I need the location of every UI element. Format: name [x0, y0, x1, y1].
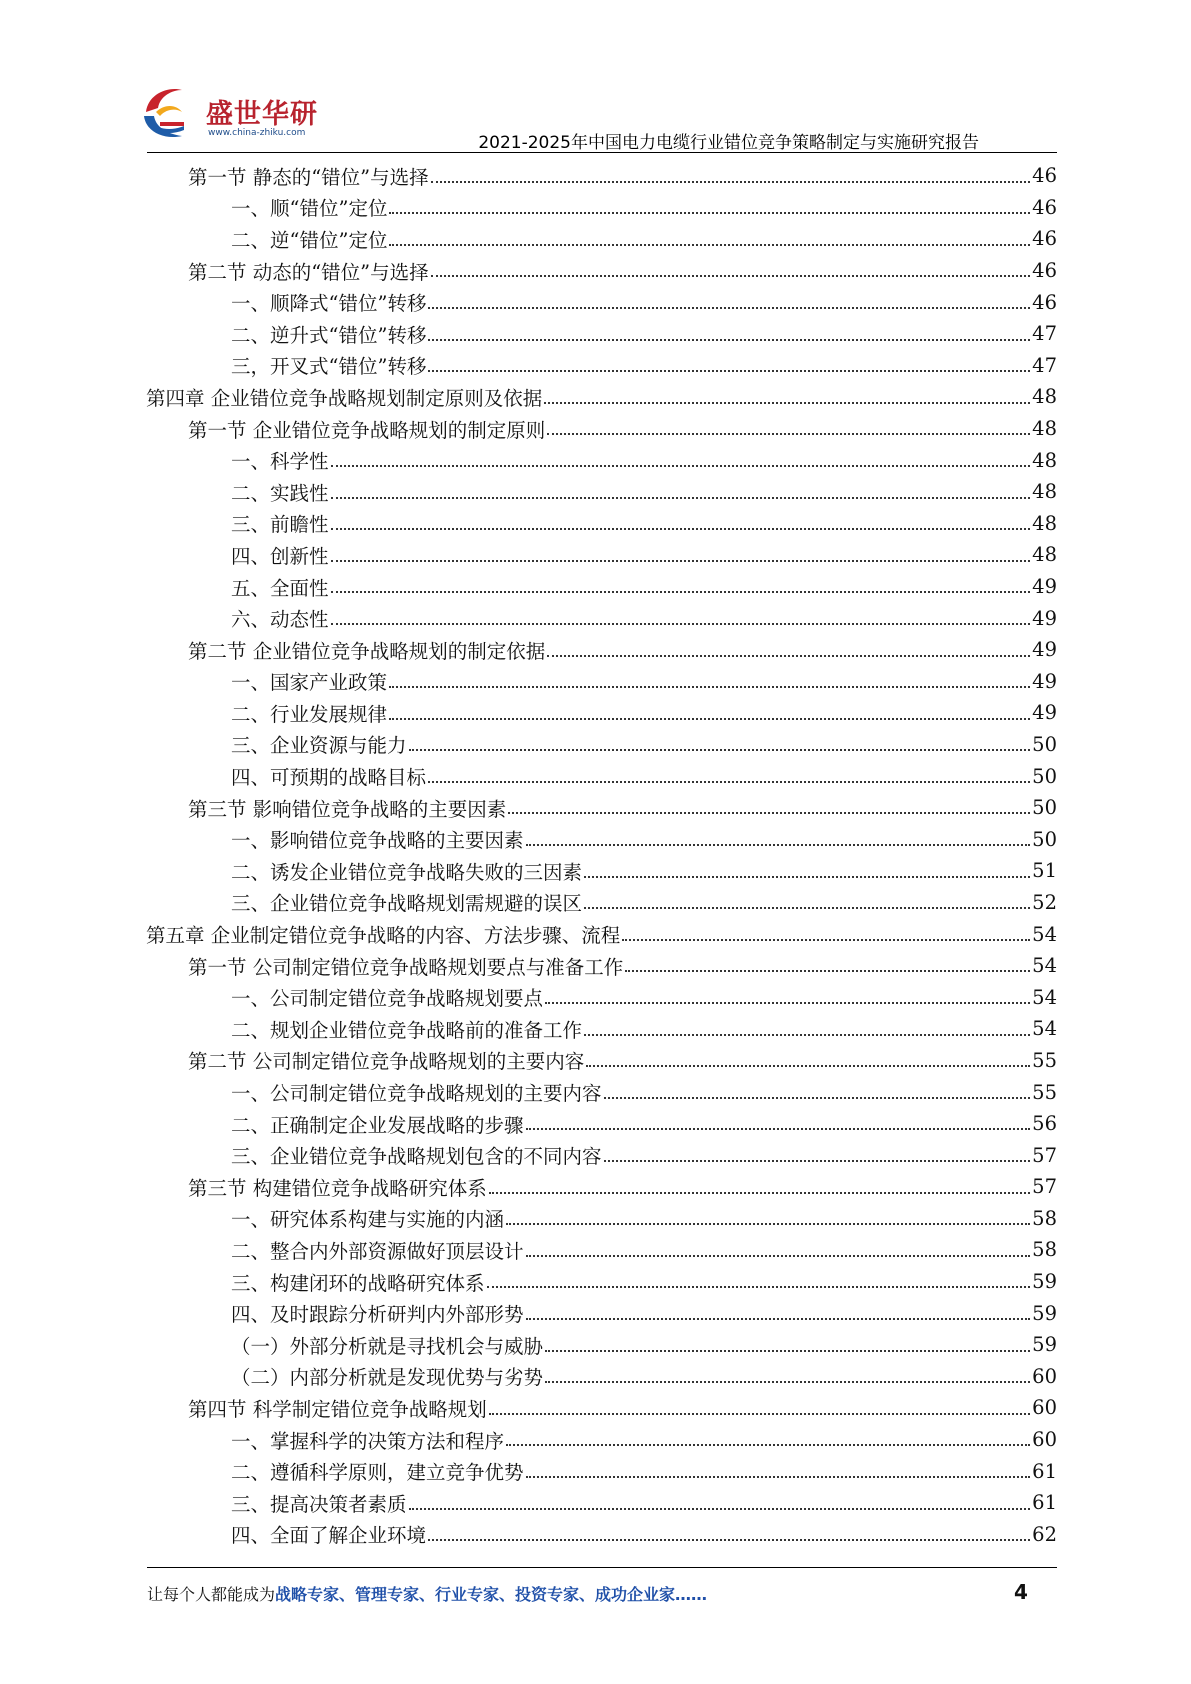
toc-entry[interactable]: [146, 413, 1057, 445]
toc-entry-label: 二、逆“错位”定位: [231, 228, 388, 252]
toc-entry-label: 二、正确制定企业发展战略的步骤: [231, 1113, 524, 1137]
toc-entry[interactable]: [146, 1108, 1057, 1140]
toc-leader-dots: [409, 1507, 1031, 1510]
toc-entry-label: 一、科学性: [231, 450, 329, 474]
toc-leader-dots: [586, 1064, 1030, 1067]
toc-entry-label: 二、实践性: [231, 481, 329, 505]
toc-leader-dots: [604, 1096, 1031, 1099]
toc-leader-dots: [409, 748, 1031, 751]
toc-entry[interactable]: [146, 1013, 1057, 1045]
toc-leader-dots: [604, 1159, 1031, 1162]
toc-leader-dots: [389, 243, 1030, 246]
toc-leader-dots: [331, 464, 1031, 467]
toc-entry-page: 61: [1032, 1491, 1057, 1515]
toc-entry-label: 一、公司制定错位竞争战略规划要点: [231, 987, 544, 1011]
toc-entry-label: 一、国家产业政策: [231, 671, 388, 695]
toc-entry-label: 四、创新性: [231, 544, 329, 568]
toc-entry-label: 第二节 动态的“错位”与选择: [188, 260, 429, 284]
toc-entry[interactable]: [146, 381, 1057, 413]
logo-text: 盛世华研: [206, 99, 318, 130]
toc-entry-page: 51: [1032, 859, 1057, 883]
toc-entry-page: 49: [1032, 575, 1057, 599]
toc-entry-page: 50: [1032, 827, 1057, 851]
toc-entry-page: 48: [1032, 417, 1057, 441]
toc-entry[interactable]: [146, 318, 1057, 350]
logo-url: www.china-zhiku.com: [208, 128, 306, 138]
toc-entry-label: （一）外部分析就是寻找机会与威胁: [231, 1334, 544, 1358]
footer-slogan: [147, 1582, 707, 1605]
toc-entry[interactable]: [146, 192, 1057, 224]
toc-entry-page: 48: [1032, 480, 1057, 504]
footer-highlight-text: 战略专家、管理专家、行业专家、投资专家、成功企业家……: [275, 1585, 708, 1604]
toc-entry-page: 61: [1032, 1459, 1057, 1483]
toc-entry-page: 50: [1032, 796, 1057, 820]
toc-entry[interactable]: [146, 255, 1057, 287]
toc-entry-page: 49: [1032, 669, 1057, 693]
toc-entry-label: 一、掌握科学的决策方法和程序: [231, 1429, 505, 1453]
toc-entry-page: 47: [1032, 353, 1057, 377]
toc-leader-dots: [331, 559, 1031, 562]
toc-entry[interactable]: [146, 508, 1057, 540]
toc-leader-dots: [506, 1443, 1030, 1446]
toc-entry[interactable]: [146, 981, 1057, 1013]
toc-entry-page: 48: [1032, 448, 1057, 472]
toc-entry-label: 六、动态性: [231, 608, 329, 632]
toc-entry[interactable]: [146, 1487, 1057, 1519]
toc-entry-label: 五、全面性: [231, 576, 329, 600]
toc-entry-page: 57: [1032, 1143, 1057, 1167]
toc-leader-dots: [331, 496, 1031, 499]
toc-entry-label: 二、诱发企业错位竞争战略失败的三因素: [231, 860, 583, 884]
toc-entry-label: 四、及时跟踪分析研判内外部形势: [231, 1303, 524, 1327]
toc-entry-page: 60: [1032, 1364, 1057, 1388]
toc-entry-page: 46: [1032, 290, 1057, 314]
toc-entry[interactable]: [146, 1519, 1057, 1551]
toc-entry-label: 第一节 企业错位竞争战略规划的制定原则: [188, 418, 546, 442]
toc-entry-page: 46: [1032, 195, 1057, 219]
toc-entry-page: 55: [1032, 1080, 1057, 1104]
toc-entry-page: 46: [1032, 227, 1057, 251]
footer-divider: [147, 1567, 1057, 1568]
toc-entry-page: 54: [1032, 1017, 1057, 1041]
toc-entry-label: 三、前瞻性: [231, 513, 329, 537]
toc-leader-dots: [545, 1001, 1030, 1004]
table-of-contents: [146, 160, 1057, 1550]
toc-entry-label: （二）内部分析就是发现优势与劣势: [231, 1366, 544, 1390]
toc-leader-dots: [506, 1222, 1030, 1225]
toc-entry[interactable]: [146, 855, 1057, 887]
toc-entry-page: 58: [1032, 1206, 1057, 1230]
toc-leader-dots: [545, 1380, 1030, 1383]
toc-entry[interactable]: [146, 1171, 1057, 1203]
logo-swirl-icon: [138, 82, 204, 144]
toc-entry[interactable]: [146, 1455, 1057, 1487]
toc-leader-dots: [544, 401, 1030, 404]
toc-entry[interactable]: [146, 476, 1057, 508]
toc-entry[interactable]: [146, 1392, 1057, 1424]
toc-leader-dots: [431, 180, 1031, 183]
toc-entry[interactable]: [146, 1139, 1057, 1171]
toc-entry-page: 57: [1032, 1175, 1057, 1199]
toc-entry-page: 60: [1032, 1428, 1057, 1452]
toc-entry-page: 62: [1032, 1522, 1057, 1546]
toc-entry[interactable]: [146, 1266, 1057, 1298]
toc-leader-dots: [526, 1254, 1031, 1257]
toc-leader-dots: [526, 843, 1031, 846]
toc-entry-label: 一、影响错位竞争战略的主要因素: [231, 829, 524, 853]
toc-entry-label: 三、企业资源与能力: [231, 734, 407, 758]
toc-entry-page: 59: [1032, 1270, 1057, 1294]
toc-entry-label: 二、逆升式“错位”转移: [231, 323, 427, 347]
toc-entry[interactable]: [146, 950, 1057, 982]
toc-entry[interactable]: [146, 444, 1057, 476]
toc-entry-label: 一、顺降式“错位”转移: [231, 292, 427, 316]
toc-entry-page: 56: [1032, 1112, 1057, 1136]
toc-entry[interactable]: [146, 1424, 1057, 1456]
toc-entry-label: 三、企业错位竞争战略规划需规避的误区: [231, 892, 583, 916]
toc-entry[interactable]: [146, 729, 1057, 761]
toc-entry-label: 第五章 企业制定错位竞争战略的内容、方法步骤、流程: [146, 924, 621, 948]
toc-entry-page: 54: [1032, 954, 1057, 978]
toc-leader-dots: [389, 685, 1030, 688]
toc-entry-page: 48: [1032, 543, 1057, 567]
toc-leader-dots: [526, 1317, 1031, 1320]
toc-entry-page: 60: [1032, 1396, 1057, 1420]
toc-entry[interactable]: [146, 760, 1057, 792]
toc-entry-page: 50: [1032, 732, 1057, 756]
toc-entry-page: 49: [1032, 606, 1057, 630]
toc-entry[interactable]: [146, 1203, 1057, 1235]
toc-entry[interactable]: [146, 792, 1057, 824]
toc-leader-dots: [331, 622, 1031, 625]
toc-entry-page: 58: [1032, 1238, 1057, 1262]
toc-entry[interactable]: [146, 666, 1057, 698]
toc-entry-label: 第二节 公司制定错位竞争战略规划的主要内容: [188, 1050, 585, 1074]
toc-leader-dots: [389, 211, 1030, 214]
toc-leader-dots: [428, 780, 1030, 783]
toc-leader-dots: [428, 306, 1030, 309]
toc-leader-dots: [428, 338, 1030, 341]
toc-entry-label: 四、可预期的战略目标: [231, 766, 427, 790]
toc-entry-page: 49: [1032, 701, 1057, 725]
toc-leader-dots: [625, 969, 1030, 972]
company-logo: [138, 82, 318, 144]
toc-entry-label: 一、研究体系构建与实施的内涵: [231, 1208, 505, 1232]
toc-entry[interactable]: [146, 160, 1057, 192]
report-title: 2021-2025年中国电力电缆行业错位竞争策略制定与实施研究报告: [478, 133, 979, 153]
toc-entry-page: 48: [1032, 511, 1057, 535]
toc-entry-page: 59: [1032, 1301, 1057, 1325]
toc-leader-dots: [584, 1033, 1030, 1036]
toc-entry-label: 第三节 影响错位竞争战略的主要因素: [188, 797, 507, 821]
toc-entry[interactable]: [146, 1045, 1057, 1077]
toc-entry-label: 二、整合内外部资源做好顶层设计: [231, 1239, 524, 1263]
toc-entry[interactable]: [146, 223, 1057, 255]
toc-entry-page: 48: [1032, 385, 1057, 409]
toc-leader-dots: [428, 369, 1030, 372]
toc-entry[interactable]: [146, 1076, 1057, 1108]
toc-entry-label: 第一节 静态的“错位”与选择: [188, 165, 429, 189]
toc-entry-label: 三，开叉式“错位”转移: [231, 355, 427, 379]
toc-entry-page: 49: [1032, 638, 1057, 662]
toc-entry-page: 55: [1032, 1048, 1057, 1072]
toc-entry[interactable]: [146, 539, 1057, 571]
toc-entry-label: 第二节 企业错位竞争战略规划的制定依据: [188, 639, 546, 663]
toc-entry-label: 三、构建闭环的战略研究体系: [231, 1271, 485, 1295]
toc-entry[interactable]: [146, 602, 1057, 634]
toc-leader-dots: [331, 590, 1031, 593]
footer-lead-text: 让每个人都能成为: [147, 1585, 276, 1604]
header-divider: [147, 152, 1057, 153]
toc-leader-dots: [389, 717, 1030, 720]
toc-entry-page: 54: [1032, 985, 1057, 1009]
toc-leader-dots: [331, 527, 1031, 530]
toc-entry[interactable]: [146, 697, 1057, 729]
toc-entry-label: 一、公司制定错位竞争战略规划的主要内容: [231, 1082, 602, 1106]
toc-entry-label: 二、规划企业错位竞争战略前的准备工作: [231, 1018, 583, 1042]
toc-entry-label: 二、行业发展规律: [231, 702, 388, 726]
toc-entry-label: 三、企业错位竞争战略规划包含的不同内容: [231, 1145, 602, 1169]
toc-entry-label: 第一节 公司制定错位竞争战略规划要点与准备工作: [188, 955, 624, 979]
toc-entry[interactable]: [146, 634, 1057, 666]
toc-entry[interactable]: [146, 887, 1057, 919]
toc-leader-dots: [547, 432, 1030, 435]
toc-leader-dots: [584, 906, 1030, 909]
toc-leader-dots: [526, 1475, 1031, 1478]
toc-entry-page: 52: [1032, 890, 1057, 914]
toc-entry[interactable]: [146, 918, 1057, 950]
toc-entry[interactable]: [146, 286, 1057, 318]
toc-entry[interactable]: [146, 571, 1057, 603]
toc-entry-page: 54: [1032, 922, 1057, 946]
toc-entry-label: 三、提高决策者素质: [231, 1492, 407, 1516]
toc-entry-label: 四、全面了解企业环境: [231, 1524, 427, 1548]
toc-leader-dots: [584, 875, 1030, 878]
toc-entry-label: 第三节 构建错位竞争战略研究体系: [188, 1176, 487, 1200]
toc-entry-page: 46: [1032, 164, 1057, 188]
toc-leader-dots: [489, 1412, 1030, 1415]
toc-leader-dots: [508, 811, 1030, 814]
toc-leader-dots: [428, 1538, 1030, 1541]
toc-entry[interactable]: [146, 1234, 1057, 1266]
toc-entry[interactable]: [146, 823, 1057, 855]
toc-entry-label: 一、顺“错位”定位: [231, 197, 388, 221]
toc-entry[interactable]: [146, 1297, 1057, 1329]
toc-leader-dots: [622, 938, 1030, 941]
toc-entry[interactable]: [146, 1329, 1057, 1361]
toc-leader-dots: [547, 654, 1030, 657]
toc-entry-label: 二、遵循科学原则，建立竞争优势: [231, 1461, 524, 1485]
toc-entry-label: 第四节 科学制定错位竞争战略规划: [188, 1397, 487, 1421]
toc-entry-page: 50: [1032, 764, 1057, 788]
toc-leader-dots: [489, 1191, 1030, 1194]
toc-leader-dots: [431, 274, 1031, 277]
toc-leader-dots: [526, 1127, 1031, 1130]
toc-entry[interactable]: [146, 350, 1057, 382]
toc-entry-page: 47: [1032, 322, 1057, 346]
toc-leader-dots: [545, 1349, 1030, 1352]
toc-leader-dots: [487, 1285, 1031, 1288]
toc-entry-page: 46: [1032, 259, 1057, 283]
toc-entry-page: 59: [1032, 1333, 1057, 1357]
toc-entry-label: 第四章 企业错位竞争战略规划制定原则及依据: [146, 386, 543, 410]
page-number: 4: [1014, 1580, 1028, 1604]
toc-entry[interactable]: [146, 1361, 1057, 1393]
